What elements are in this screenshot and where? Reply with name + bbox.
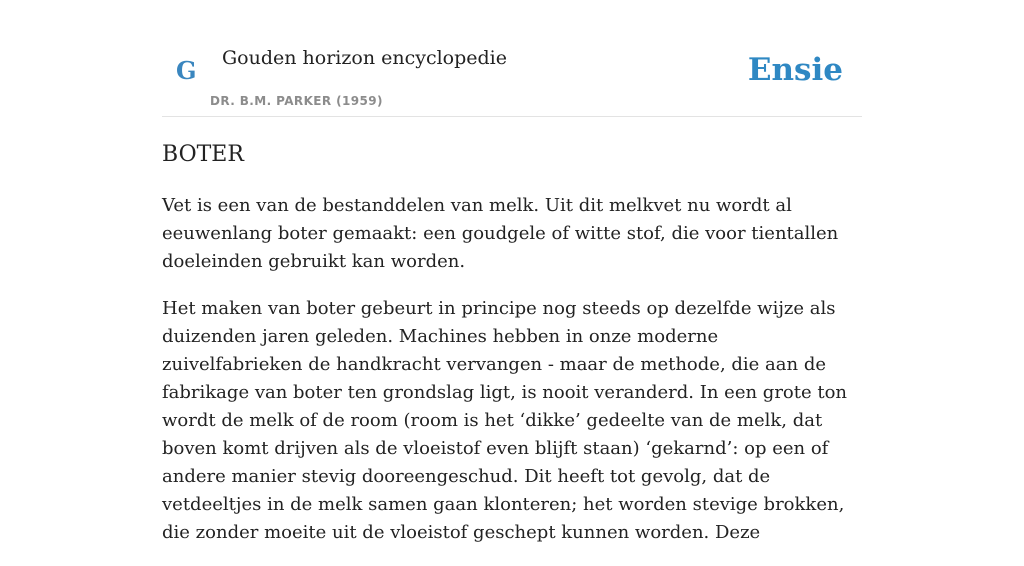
- article-header: [162, 0, 862, 117]
- article-paragraph-1: Vet is een van de bestanddelen van melk. Uit dit melkvet nu wordt al eeuwenlang boter gemaakt: een goudgele of witte stof, die voor tientallen doeleinden gebruikt kan worden.: [162, 195, 839, 272]
- ensie-logo[interactable]: Ensie: [747, 52, 843, 88]
- article-body: [162, 140, 862, 566]
- article-paragraph-2: Het maken van boter gebeurt in principe nog steeds op dezelfde wijze als duizenden jaren geleden. Machines hebben in onze moderne zuivelfabrieken de handkracht vervangen - maar de methode, die aan de fabrikage van boter ten grondslag ligt, is nooit veranderd. In een grote ton wordt de melk of de room (room is het ‘dikke’ gedeelte van de melk, dat boven komt drijven als de vloeistof even blijft staan) ‘gekarnd’: op een of andere manier stevig dooreengeschud. Dit heeft tot gevolg, dat de vetdeeltjes in de melk samen gaan klonteren; het worden stevige brokken, die zonder moeite uit de vloeistof geschept kunnen worden. Deze: [162, 298, 848, 543]
- source-title[interactable]: Gouden horizon encyclopedie: [222, 47, 507, 69]
- source-logo-icon[interactable]: G: [176, 56, 197, 85]
- article-title: BOTER: [162, 142, 244, 167]
- source-author: DR. B.M. PARKER (1959): [210, 94, 383, 108]
